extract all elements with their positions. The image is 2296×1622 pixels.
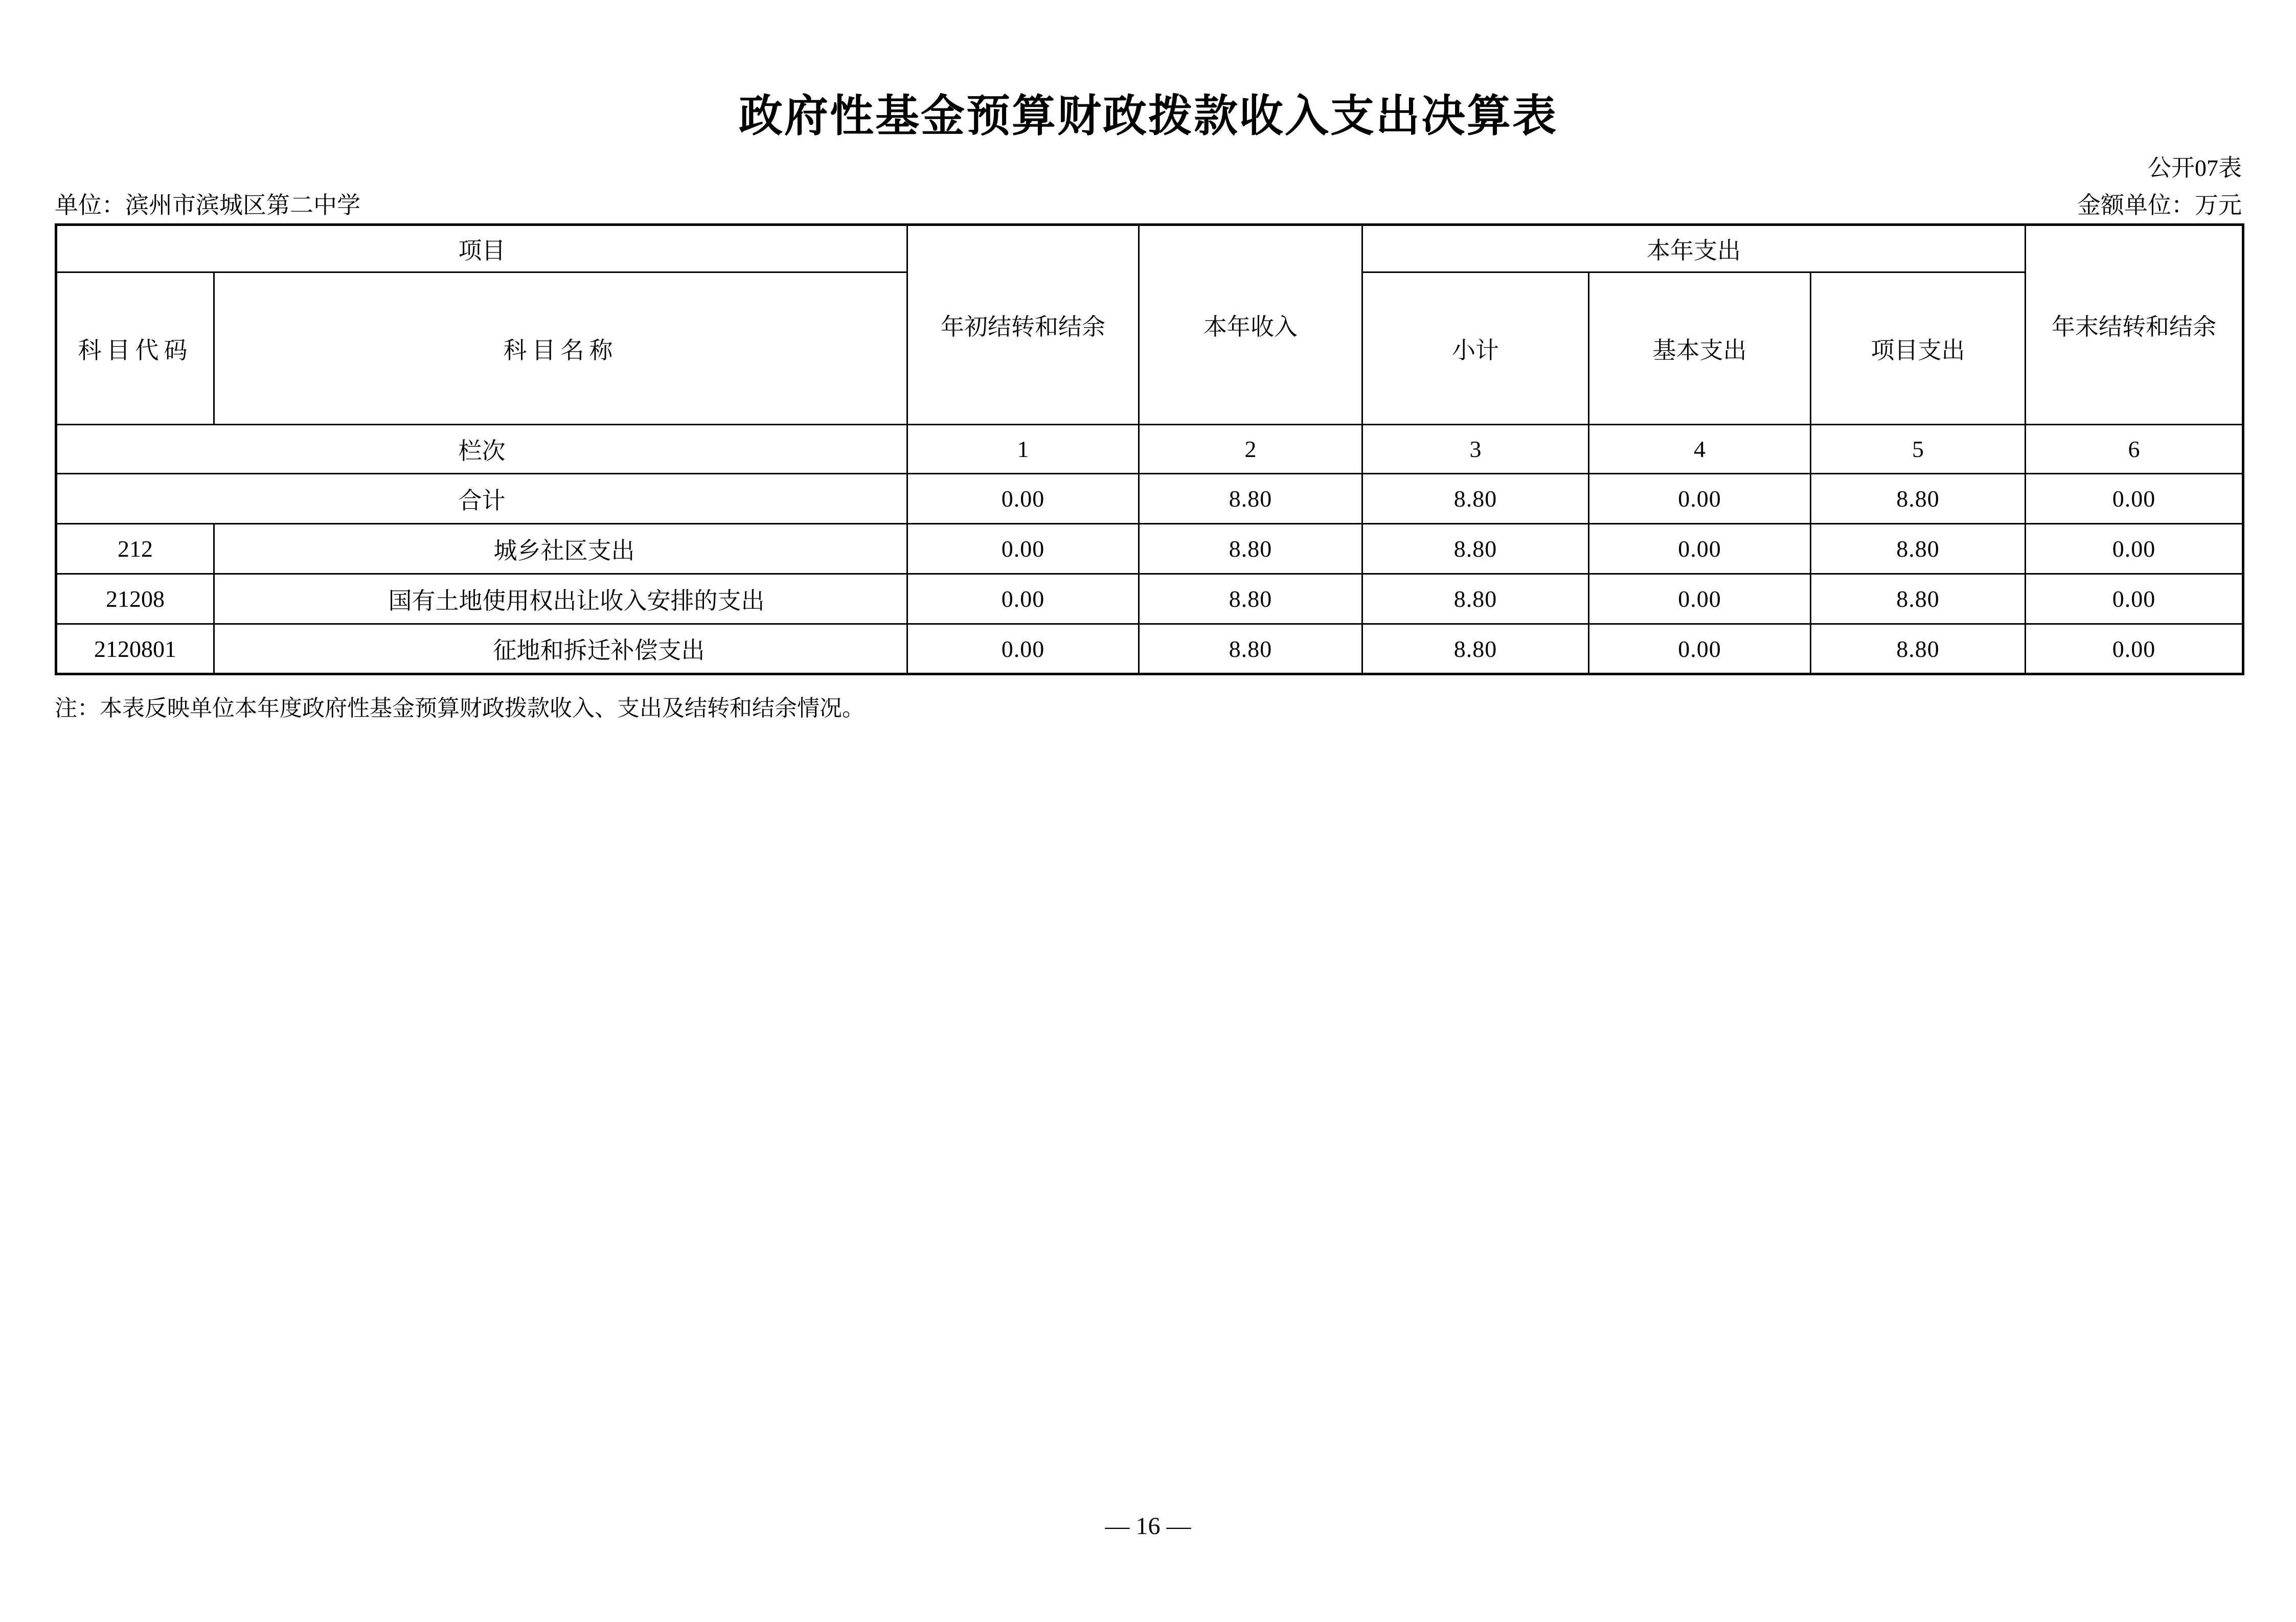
header-beginning-balance: 年初结转和结余 <box>907 225 1139 425</box>
fund-budget-table <box>55 223 2244 675</box>
page-title: 政府性基金预算财政拨款收入支出决算表 <box>739 92 1558 141</box>
row-value-6: 0.00 <box>2026 574 2243 624</box>
row-value-6: 0.00 <box>2026 624 2243 674</box>
row-code: 21208 <box>56 574 214 624</box>
row-value-5: 8.80 <box>1811 624 2026 674</box>
column-index-3: 3 <box>1362 425 1589 474</box>
header-current-year-income: 本年收入 <box>1139 225 1362 425</box>
header-subject-name: 科目名称 <box>214 272 907 425</box>
row-total-value-6: 0.00 <box>2026 474 2243 524</box>
row-total-label: 合计 <box>56 474 907 524</box>
header-project-group: 项目 <box>56 225 907 272</box>
row-value-3: 8.80 <box>1362 624 1589 674</box>
row-value-1: 0.00 <box>907 624 1139 674</box>
row-total-value-5: 8.80 <box>1811 474 2026 524</box>
row-value-4: 0.00 <box>1589 524 1811 574</box>
row-name: 国有土地使用权出让收入安排的支出 <box>214 574 907 624</box>
unit-label: 单位：滨州市滨城区第二中学 <box>55 192 360 219</box>
row-total-value-3: 8.80 <box>1362 474 1589 524</box>
row-value-3: 8.80 <box>1362 574 1589 624</box>
row-total-value-1: 0.00 <box>907 474 1139 524</box>
row-value-4: 0.00 <box>1589 624 1811 674</box>
column-index-2: 2 <box>1139 425 1362 474</box>
row-total-value-4: 0.00 <box>1589 474 1811 524</box>
row-name: 征地和拆迁补偿支出 <box>214 624 907 674</box>
column-index-6: 6 <box>2026 425 2243 474</box>
row-value-2: 8.80 <box>1139 624 1362 674</box>
row-value-4: 0.00 <box>1589 574 1811 624</box>
table-row-total <box>56 474 2243 524</box>
row-value-3: 8.80 <box>1362 524 1589 574</box>
row-value-6: 0.00 <box>2026 524 2243 574</box>
header-ending-balance: 年末结转和结余 <box>2026 225 2243 425</box>
header-basic-expenditure: 基本支出 <box>1589 272 1811 425</box>
row-value-1: 0.00 <box>907 574 1139 624</box>
column-index-4: 4 <box>1589 425 1811 474</box>
row-name: 城乡社区支出 <box>214 524 907 574</box>
header-project-expenditure: 项目支出 <box>1811 272 2026 425</box>
row-value-2: 8.80 <box>1139 574 1362 624</box>
row-value-5: 8.80 <box>1811 574 2026 624</box>
column-index-label: 栏次 <box>56 425 907 474</box>
table-note: 注：本表反映单位本年度政府性基金预算财政拨款收入、支出及结转和结余情况。 <box>55 696 865 721</box>
row-code: 2120801 <box>56 624 214 674</box>
table-row <box>56 574 2243 624</box>
row-value-2: 8.80 <box>1139 524 1362 574</box>
table-row <box>56 524 2243 574</box>
header-current-year-expenditure: 本年支出 <box>1362 225 2026 272</box>
column-index-5: 5 <box>1811 425 2026 474</box>
amount-unit-label: 金额单位：万元 <box>2077 192 2242 219</box>
column-index-1: 1 <box>907 425 1139 474</box>
column-index-row <box>56 425 2243 474</box>
table-code-label: 公开07表 <box>2148 154 2242 181</box>
row-total-value-2: 8.80 <box>1139 474 1362 524</box>
page-number: — 16 — <box>1105 1513 1191 1540</box>
meta-line <box>55 191 2242 219</box>
header-subtotal: 小计 <box>1362 272 1589 425</box>
row-value-1: 0.00 <box>907 524 1139 574</box>
header-row-group <box>56 225 2243 272</box>
row-code: 212 <box>56 524 214 574</box>
row-value-5: 8.80 <box>1811 524 2026 574</box>
table-row <box>56 624 2243 674</box>
document-content <box>55 91 2242 723</box>
header-subject-code: 科目代码 <box>56 272 214 425</box>
